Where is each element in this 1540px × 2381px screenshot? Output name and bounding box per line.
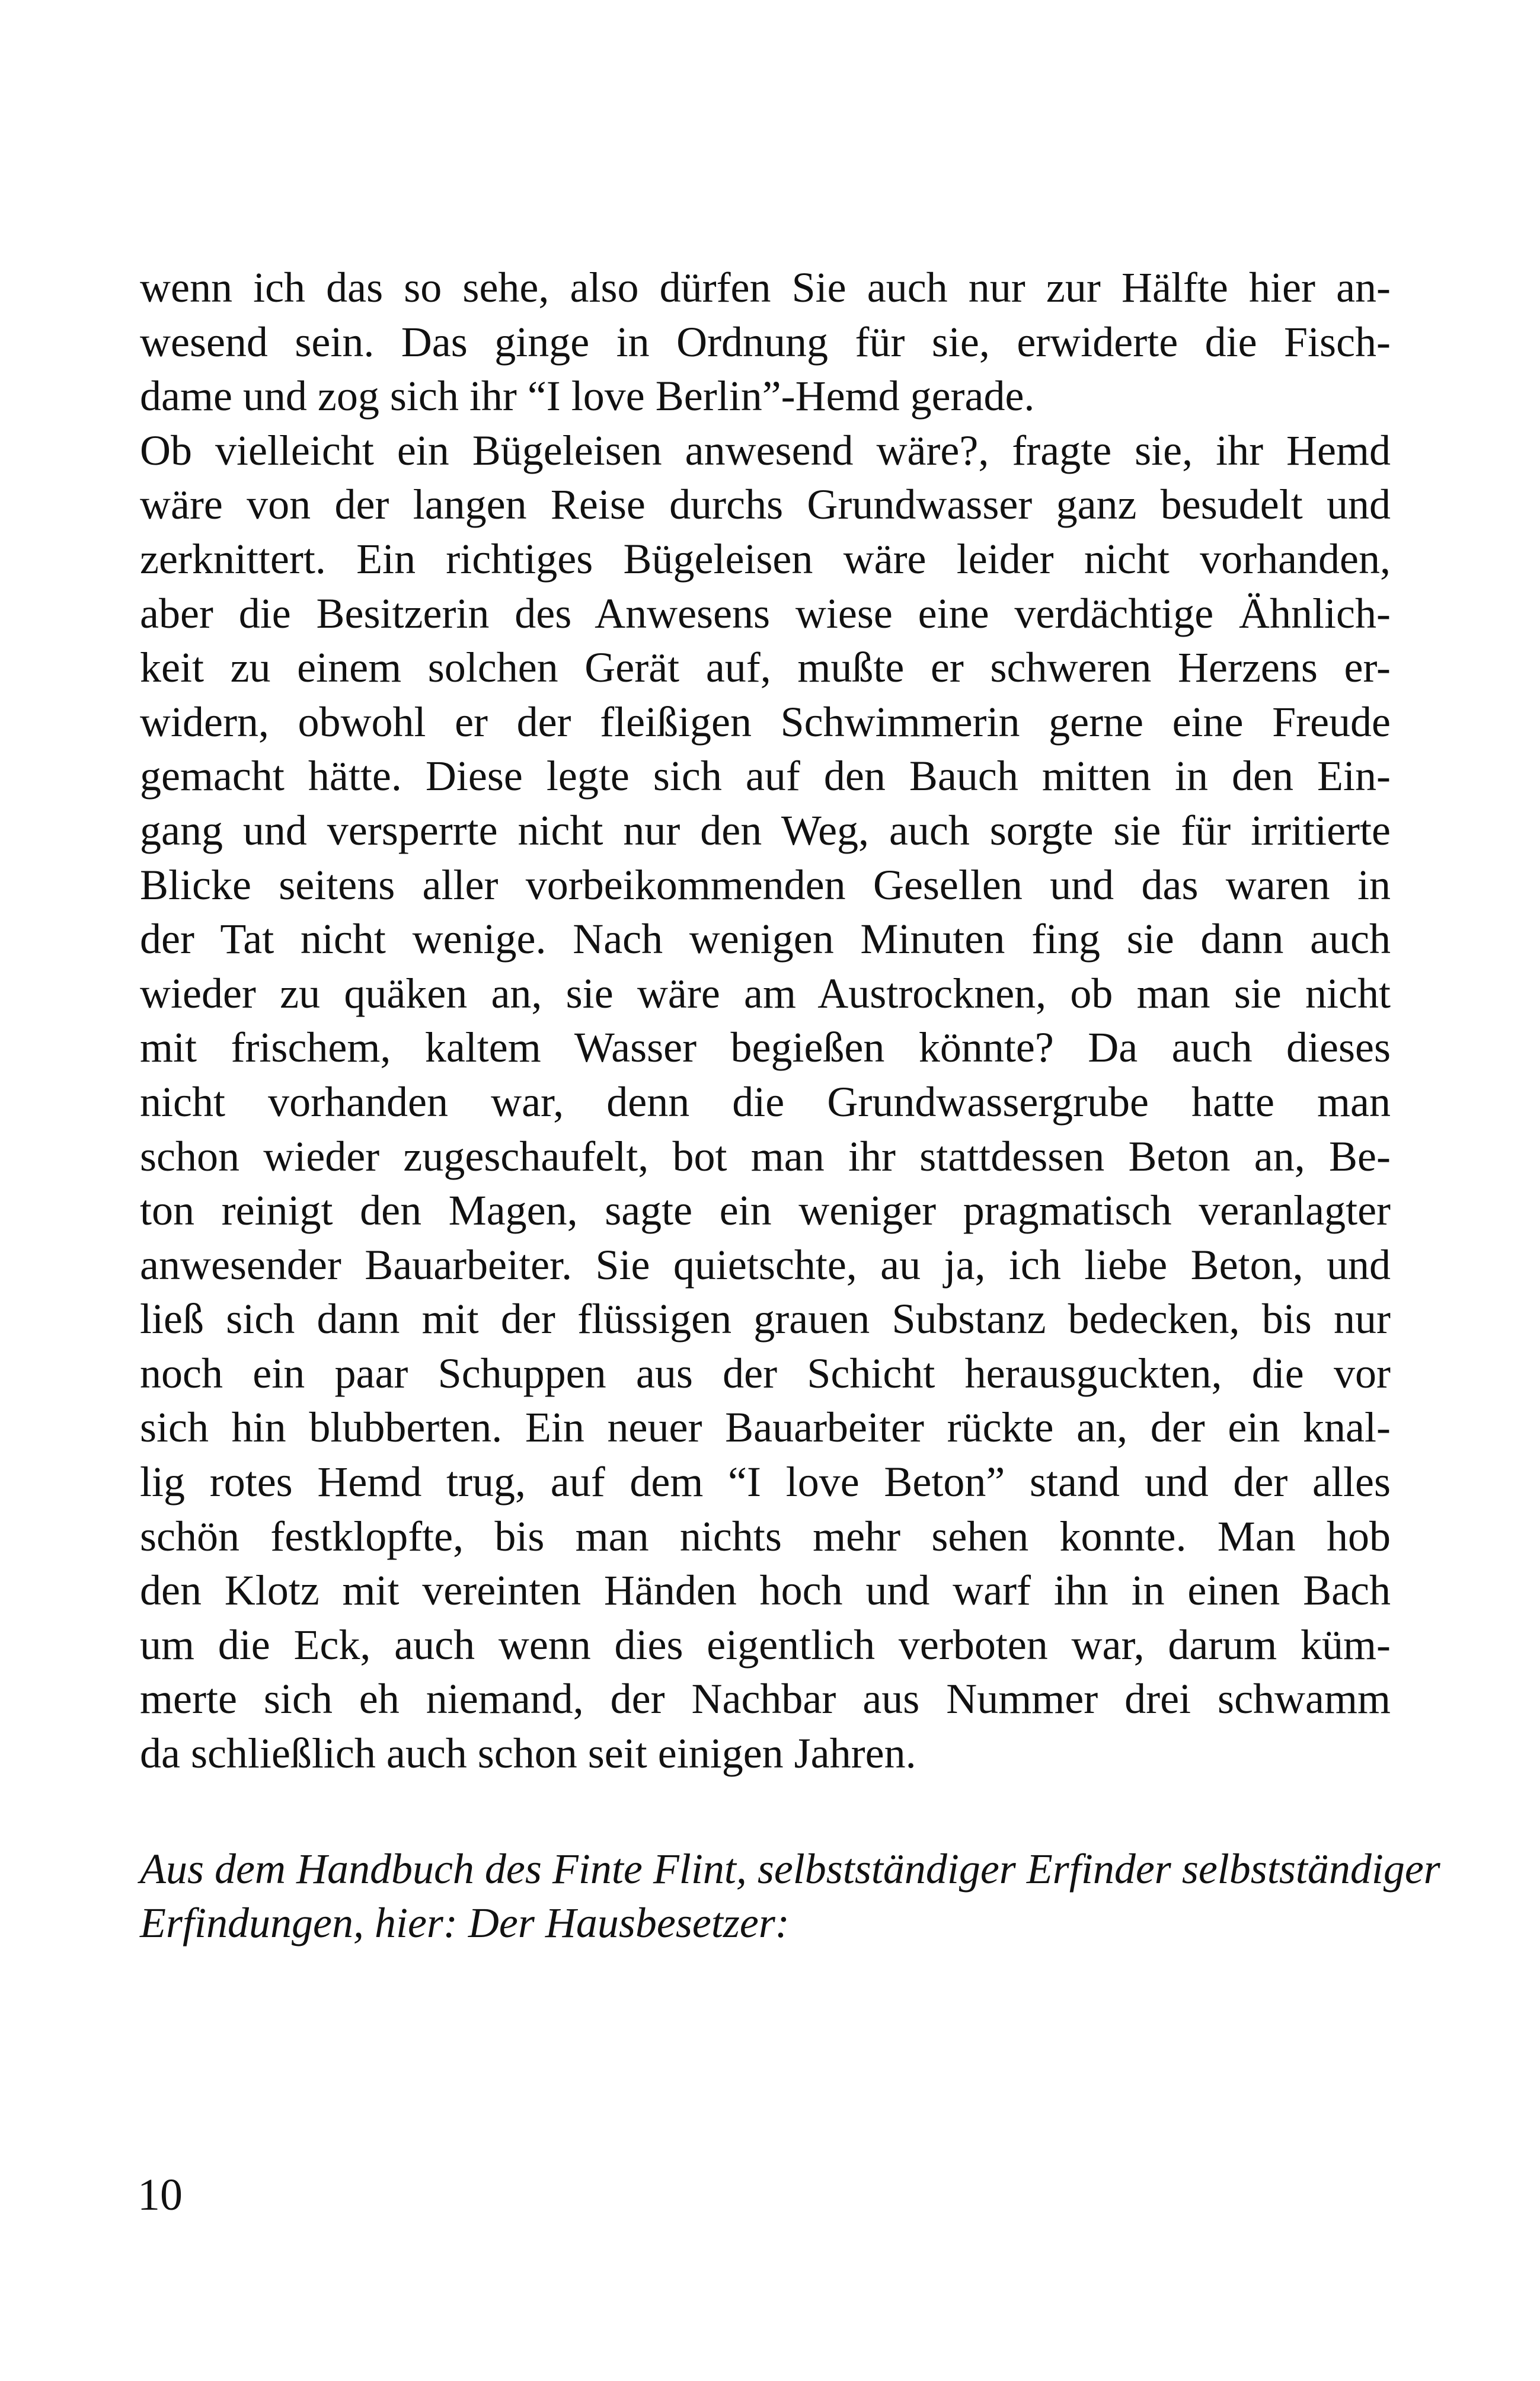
body-line: ton reinigt den Magen, sagte ein weniger pragmatisch veranlagter bbox=[140, 1187, 1391, 1235]
body-line: schön festklopfte, bis man nichts mehr sehen konnte. Man hob bbox=[140, 1512, 1391, 1560]
body-line: sich hin blubberten. Ein neuer Bauarbeiter rückte an, der ein knal- bbox=[140, 1404, 1391, 1452]
body-line: gemacht hätte. Diese legte sich auf den Bauch mitten in den Ein- bbox=[140, 752, 1391, 800]
body-line: ließ sich dann mit der flüssigen grauen Substanz bedecken, bis nur bbox=[140, 1295, 1391, 1343]
body-line: widern, obwohl er der fleißigen Schwimmerin gerne eine Freude bbox=[140, 698, 1391, 746]
body-line: dame und zog sich ihr “I love Berlin”-Hemd gerade. bbox=[140, 372, 1035, 420]
body-line: wenn ich das so sehe, also dürfen Sie auch nur zur Hälfte hier an- bbox=[140, 264, 1391, 311]
body-line: nicht vorhanden war, denn die Grundwassergrube hatte man bbox=[140, 1078, 1391, 1126]
body-line: gang und versperrte nicht nur den Weg, auch sorgte sie für irritierte bbox=[140, 806, 1391, 854]
body-line: den Klotz mit vereinten Händen hoch und warf ihn in einen Bach bbox=[140, 1567, 1391, 1615]
body-text bbox=[140, 261, 1391, 1781]
body-line: noch ein paar Schuppen aus der Schicht herausguckten, die vor bbox=[140, 1349, 1391, 1397]
caption-line: Aus dem Handbuch des Finte Flint, selbstständiger Erfinder selbstständiger bbox=[140, 1845, 1440, 1893]
body-line: Ob vielleicht ein Bügeleisen anwesend wäre?, fragte sie, ihr Hemd bbox=[140, 426, 1391, 474]
body-line: lig rotes Hemd trug, auf dem “I love Beton” stand und der alles bbox=[140, 1458, 1391, 1506]
body-line: da schließlich auch schon seit einigen Jahren. bbox=[140, 1730, 916, 1778]
body-line: um die Eck, auch wenn dies eigentlich verboten war, darum küm- bbox=[140, 1621, 1391, 1669]
body-line: Blicke seitens aller vorbeikommenden Gesellen und das waren in bbox=[140, 861, 1391, 909]
body-line: mit frischem, kaltem Wasser begießen könnte? Da auch dieses bbox=[140, 1024, 1391, 1072]
body-line: anwesender Bauarbeiter. Sie quietschte, au ja, ich liebe Beton, und bbox=[140, 1241, 1391, 1289]
body-line: wieder zu quäken an, sie wäre am Austrocknen, ob man sie nicht bbox=[140, 969, 1391, 1017]
body-line: aber die Besitzerin des Anwesens wiese eine verdächtige Ähnlich- bbox=[140, 589, 1391, 637]
section-caption bbox=[140, 1842, 1440, 1950]
page-number: 10 bbox=[138, 2170, 183, 2220]
body-line: der Tat nicht wenige. Nach wenigen Minuten fing sie dann auch bbox=[140, 915, 1391, 963]
body-line: schon wieder zugeschaufelt, bot man ihr stattdessen Beton an, Be- bbox=[140, 1132, 1391, 1180]
caption-line: Erfindungen, hier: Der Hausbesetzer: bbox=[140, 1899, 790, 1947]
body-line: wesend sein. Das ginge in Ordnung für sie, erwiderte die Fisch- bbox=[140, 318, 1391, 366]
body-line: zerknittert. Ein richtiges Bügeleisen wäre leider nicht vorhanden, bbox=[140, 535, 1391, 583]
body-line: wäre von der langen Reise durchs Grundwasser ganz besudelt und bbox=[140, 481, 1391, 529]
body-line: keit zu einem solchen Gerät auf, mußte er schweren Herzens er- bbox=[140, 644, 1391, 692]
body-line: merte sich eh niemand, der Nachbar aus Nummer drei schwamm bbox=[140, 1675, 1391, 1723]
